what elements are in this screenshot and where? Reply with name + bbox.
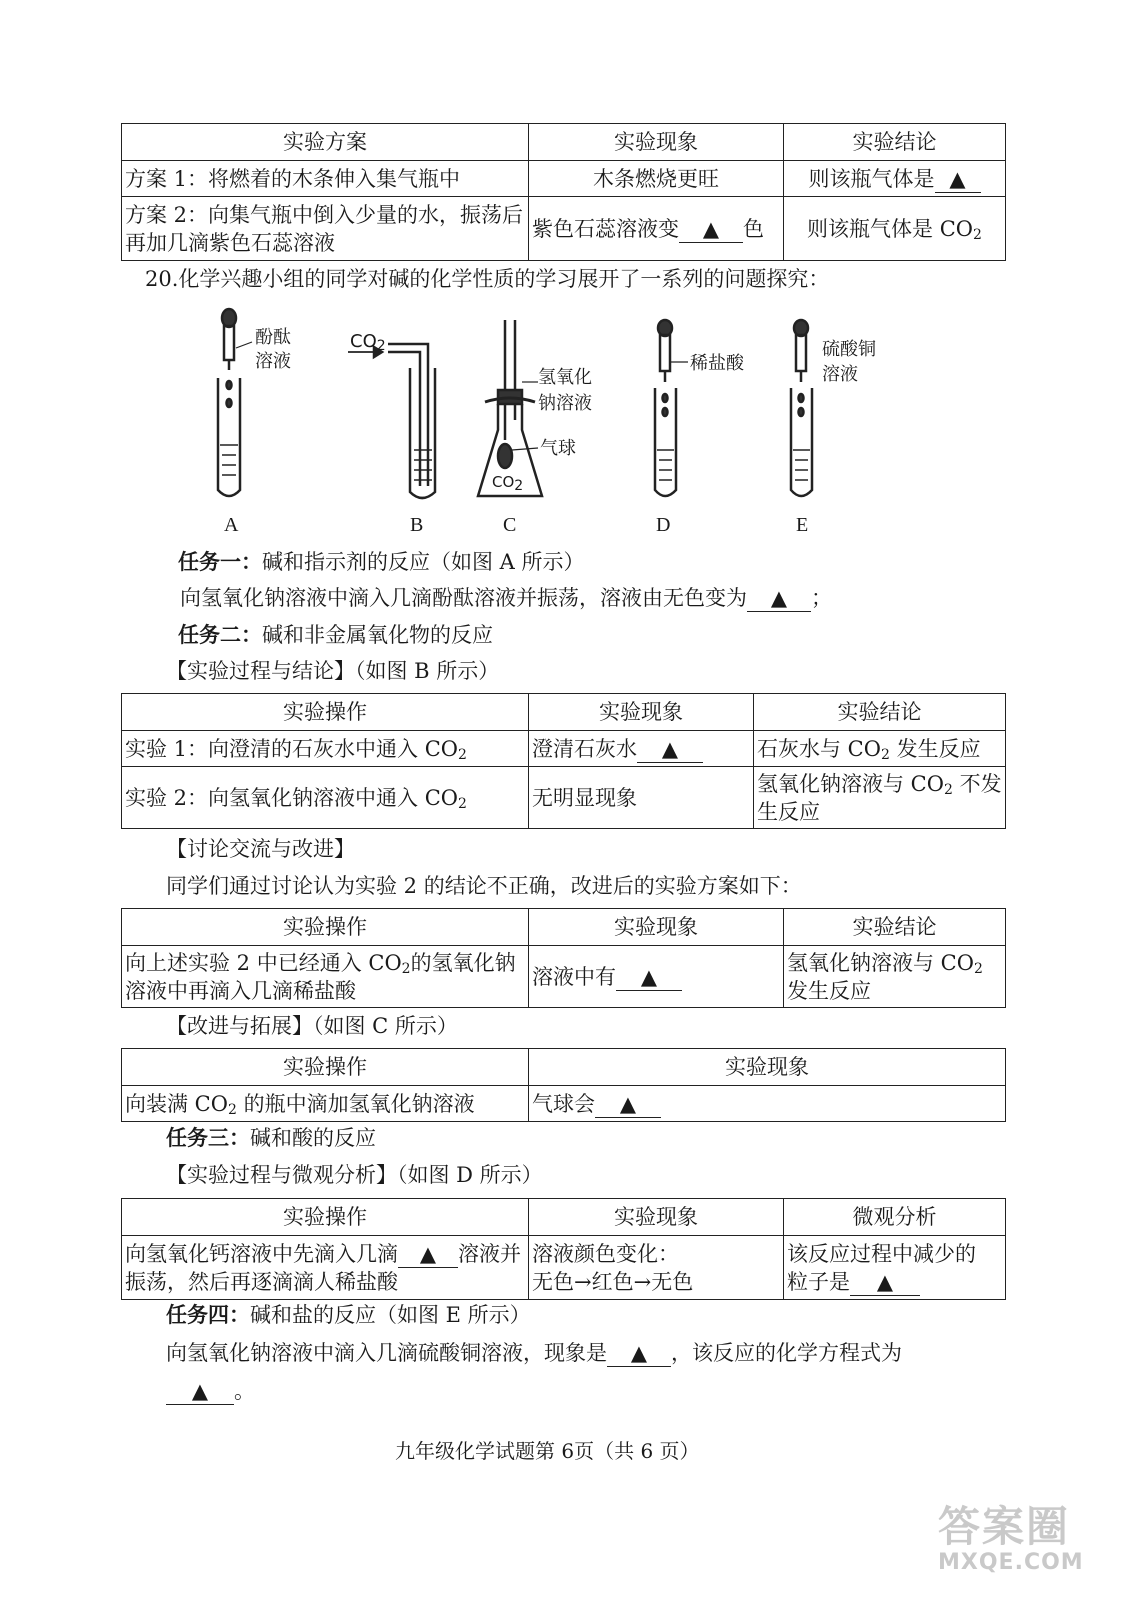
header-phenomenon: 实验现象 [529, 694, 754, 731]
header-phenomenon: 实验现象 [529, 124, 784, 161]
figure-label-b: B [410, 514, 424, 536]
plan-2: 方案 2：向集气瓶中倒入少量的水，振荡后再加几滴紫色石蕊溶液 [122, 197, 529, 261]
label-co2-b: $CO_2$ [350, 331, 386, 354]
watermark-logo: 答案圈 MXQE.COM [938, 1502, 1084, 1575]
t2-con-1: 石灰水与 $CO_2$ 发生反应 [754, 731, 1006, 767]
answer-blank: ▲ [679, 216, 743, 243]
header-operation: 实验操作 [122, 1199, 529, 1236]
label-co2-flask: $CO_2$ [492, 473, 524, 494]
t2-con-2: 氢氧化钠溶液与 $CO_2$ 不发生反应 [754, 767, 1006, 829]
apparatus-b [348, 344, 435, 498]
task-3-subtitle: 【实验过程与微观分析】（如图 D 所示） [166, 1163, 543, 1187]
conclusion-1: 则该瓶气体是 ▲ [784, 161, 1006, 197]
header-conclusion: 实验结论 [754, 694, 1006, 731]
t2-ph-2: 无明显现象 [529, 767, 754, 829]
table-2 [121, 693, 1006, 829]
question-20: 20.化学兴趣小组的同学对碱的化学性质的学习展开了一系列的问题探究： [145, 267, 830, 291]
answer-blank: ▲ [637, 736, 703, 763]
header-phenomenon: 实验现象 [529, 1199, 784, 1236]
label-naoh-1: 氢氧化 [538, 367, 592, 388]
label-phenolphthalein: 酚酞 [255, 327, 291, 348]
task-1-text: 向氢氧化钠溶液中滴入几滴酚酞溶液并振荡，溶液由无色变为 ▲ ； [180, 586, 832, 610]
label-balloon: 气球 [540, 438, 576, 459]
phenomenon-2: 紫色石蕊溶液变 ▲ 色 [529, 197, 784, 261]
header-conclusion: 实验结论 [784, 909, 1006, 946]
figure-label-c: C [503, 514, 517, 536]
discuss-title: 【讨论交流与改进】 [166, 837, 355, 861]
answer-blank: ▲ [850, 1269, 920, 1296]
answer-blank: ▲ [935, 166, 981, 193]
t4-ph: 气球会 ▲ [529, 1086, 1006, 1122]
task-4-text-2: ▲ 。 [166, 1376, 255, 1406]
t5-ph: 溶液颜色变化： 无色→红色→无色 [529, 1236, 784, 1300]
figure-label-d: D [656, 514, 671, 536]
answer-blank: ▲ [166, 1378, 234, 1405]
apparatus-e [791, 320, 812, 496]
table-5 [121, 1198, 1006, 1300]
t2-ph-1: 澄清石灰水 ▲ [529, 731, 754, 767]
answer-blank: ▲ [607, 1340, 671, 1367]
figure-label-e: E [796, 514, 809, 536]
apparatus-d [655, 320, 676, 496]
label-cuso4-2: 溶液 [822, 364, 858, 385]
discuss-text: 同学们通过讨论认为实验 2 的结论不正确，改进后的实验方案如下： [166, 874, 802, 898]
header-phenomenon: 实验现象 [529, 1049, 1006, 1086]
answer-blank: ▲ [747, 585, 811, 612]
t3-op: 向上述实验 2 中已经通入 $CO_2$的氢氧化钠溶液中再滴入几滴稀盐酸 [122, 946, 529, 1008]
plan-1: 方案 1：将燃着的木条伸入集气瓶中 [122, 161, 529, 197]
answer-blank: ▲ [595, 1091, 661, 1118]
header-conclusion: 实验结论 [784, 124, 1006, 161]
label-hcl: 稀盐酸 [690, 353, 744, 374]
header-plan: 实验方案 [122, 124, 529, 161]
t3-ph: 溶液中有 ▲ [529, 946, 784, 1008]
table-3 [121, 908, 1006, 1008]
t5-op: 向氢氧化钙溶液中先滴入几滴 ▲ 溶液并振荡，然后再逐滴滴人稀盐酸 [122, 1236, 529, 1300]
t5-an: 该反应过程中减少的 粒子是 ▲ [784, 1236, 1006, 1300]
apparatus-a [218, 309, 240, 496]
header-operation: 实验操作 [122, 909, 529, 946]
header-micro: 微观分析 [784, 1199, 1006, 1236]
label-cuso4-1: 硫酸铜 [822, 339, 876, 360]
header-operation: 实验操作 [122, 694, 529, 731]
page-footer: 九年级化学试题第 6页（共 6 页） [395, 1439, 700, 1463]
t2-op-1: 实验 1：向澄清的石灰水中通入 $CO_2$ [122, 731, 529, 767]
task-2-subtitle: 【实验过程与结论】（如图 B 所示） [166, 659, 500, 683]
task-4-text: 向氢氧化钠溶液中滴入几滴硫酸铜溶液，现象是 ▲ ，该反应的化学方程式为 [166, 1341, 902, 1365]
label-naoh-2: 钠溶液 [538, 393, 592, 414]
task-4-title: 任务四：碱和盐的反应（如图 E 所示） [166, 1302, 531, 1327]
task-2-title: 任务二：碱和非金属氧化物的反应 [178, 622, 493, 647]
conclusion-2: 则该瓶气体是 $CO_2$ [784, 197, 1006, 261]
task-3-title: 任务三：碱和酸的反应 [166, 1125, 376, 1150]
header-phenomenon: 实验现象 [529, 909, 784, 946]
t4-op: 向装满 $CO_2$ 的瓶中滴加氢氧化钠溶液 [122, 1086, 529, 1122]
header-operation: 实验操作 [122, 1049, 529, 1086]
t2-op-2: 实验 2：向氢氧化钠溶液中通入 $CO_2$ [122, 767, 529, 829]
answer-blank: ▲ [616, 964, 682, 991]
figure-label-a: A [224, 514, 239, 536]
answer-blank: ▲ [398, 1241, 458, 1268]
t3-con: 氢氧化钠溶液与 $CO_2$ 发生反应 [784, 946, 1006, 1008]
improve-title: 【改进与拓展】（如图 C 所示） [166, 1014, 458, 1038]
phenomenon-1: 木条燃烧更旺 [529, 161, 784, 197]
label-solution-a: 溶液 [255, 351, 291, 372]
task-1-title: 任务一：碱和指示剂的反应（如图 A 所示） [178, 549, 585, 574]
table-1 [121, 123, 1006, 261]
table-4 [121, 1048, 1006, 1122]
